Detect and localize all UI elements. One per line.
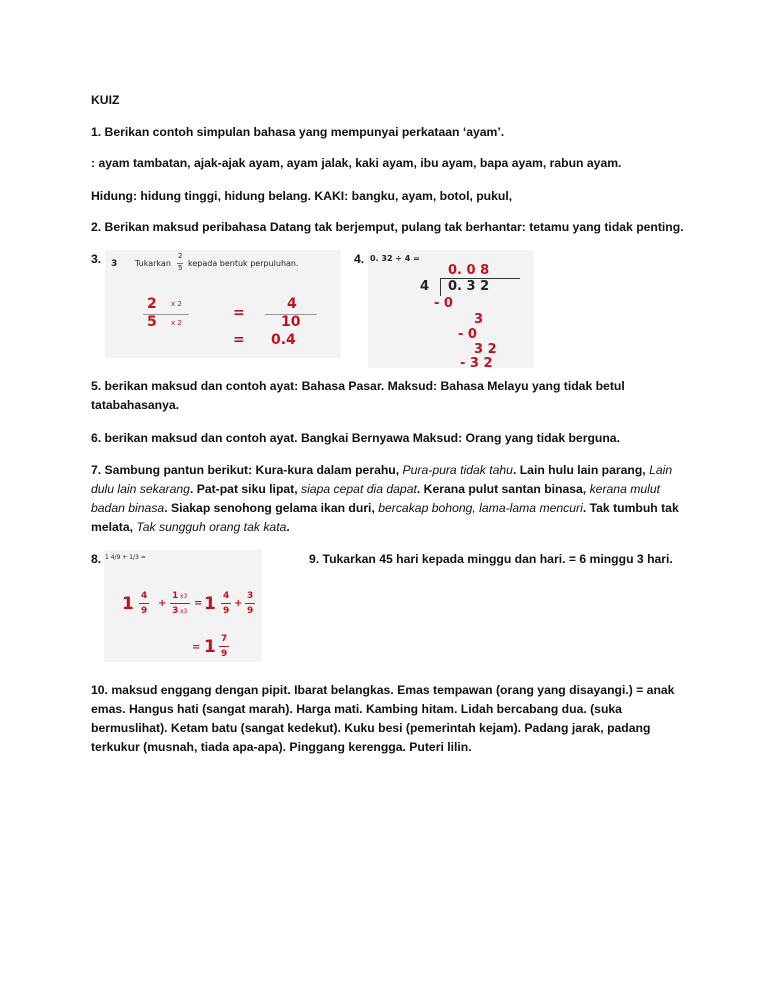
q7-text: . Pat-pat siku lipat, <box>189 482 301 496</box>
question-2: 2. Berikan maksud peribahasa Datang tak berjemput, pulang tak berhantar: tetamu yang tidak penting. <box>91 220 684 234</box>
fig8-expr: 1 4/9 + 1/3 = <box>105 554 146 561</box>
question-10-line2: emas. Hangus hati (sangat marah). Harga mati. Kambing hitam. Lidah bercabang dua. (suka <box>91 702 622 716</box>
question-7-line3 <box>91 501 679 515</box>
fig4-expr: 0. 32 ÷ 4 = <box>370 254 420 263</box>
fig8-w3: 1 <box>204 637 216 657</box>
fig8-eq: = <box>194 598 203 609</box>
question-7-line4 <box>91 520 290 534</box>
question-6 <box>91 431 620 445</box>
fig4-quotient: 0. 0 8 <box>448 263 490 278</box>
fig4-sub3: - 3 2 <box>460 356 493 371</box>
fig3-eq2: = <box>233 332 245 348</box>
question-3-figure <box>105 250 341 358</box>
fig3-n2: 4 <box>287 296 297 312</box>
fig8-d3: 9 <box>223 606 230 616</box>
fig8-m2: x3 <box>180 608 188 615</box>
fig8-bar5 <box>219 646 229 647</box>
fig3-frac-num: 2 <box>178 252 183 260</box>
answer-1-extra: Hidung: hidung tinggi, hidung belang. KAKI: bangku, ayam, botol, pukul, <box>91 189 513 203</box>
question-1: 1. Berikan contoh simpulan bahasa yang mempunyai perkataan ‘ayam’. <box>91 125 505 139</box>
question-5-line2: tatabahasanya. <box>91 398 180 412</box>
fig8-eq2: = <box>192 642 201 653</box>
q7-text: . Lain hulu lain parang, <box>512 463 650 477</box>
q7-text: . Tak tumbuh tak <box>582 501 679 515</box>
question-8-figure <box>104 550 262 662</box>
fig4-sub1: - 0 <box>434 296 453 311</box>
q7-italic: kerana mulut <box>589 482 661 496</box>
fig8-bar2 <box>170 603 190 604</box>
fig8-d1: 9 <box>141 606 148 616</box>
fig8-m1: x3 <box>180 593 188 600</box>
q7-text: melata, <box>91 520 137 534</box>
question-7-line1 <box>91 463 672 477</box>
q7-italic: dulu lain sekarang <box>91 482 190 496</box>
question-5-line1: 5. berikan maksud dan contoh ayat: Bahasa Pasar. Maksud: Bahasa Melayu yang tidak betul <box>91 379 625 393</box>
fig8-d5: 9 <box>221 649 228 659</box>
question-6-lead: 6. berikan maksud dan contoh ayat. <box>91 431 301 445</box>
fig8-bar3 <box>221 603 231 604</box>
q7-italic: Lain <box>649 463 673 477</box>
question-6-rest: Bangkai Bernyawa Maksud: Orang yang tidak berguna. <box>300 431 620 445</box>
question-10-line1: 10. maksud enggang dengan pipit. Ibarat belangkas. Emas tempawan (orang yang disayangi.) = anak <box>91 683 675 697</box>
fig3-frac-den: 5 <box>178 264 183 272</box>
fig4-divisor: 4 <box>420 279 430 294</box>
answer-1: : ayam tambatan, ajak-ajak ayam, ayam jalak, kaki ayam, ibu ayam, bapa ayam, rabun ayam. <box>91 156 622 170</box>
fig8-bar4 <box>245 603 255 604</box>
question-3-number: 3. <box>91 252 102 266</box>
fig4-sub2: - 0 <box>458 327 477 342</box>
fig8-w2: 1 <box>204 594 216 614</box>
question-9: 9. Tukarkan 45 hari kepada minggu dan hari. = 6 minggu 3 hari. <box>309 552 673 566</box>
fig3-m1: x 2 <box>171 300 182 308</box>
fig8-plus2: + <box>234 598 243 609</box>
fig3-instr-a: Tukarkan <box>135 259 171 268</box>
q7-italic: bercakap bohong, lama-lama mencuri <box>378 501 583 515</box>
fig3-label: 3 <box>111 259 118 269</box>
question-4-figure <box>368 250 534 371</box>
q7-italic: siapa cepat dia dapat <box>301 482 417 496</box>
fig4-rem2: 3 2 <box>474 342 497 357</box>
question-7-line2 <box>91 482 660 496</box>
fig8-n4: 3 <box>247 591 254 601</box>
fig8-bar1 <box>139 603 149 604</box>
q7-text: . <box>286 520 290 534</box>
fig3-instr-b: kepada bentuk perpuluhan. <box>188 259 299 268</box>
q7-italic: badan binasa <box>91 501 165 515</box>
question-8-number: 8. <box>91 552 102 566</box>
fig8-n2: 1 <box>172 591 179 601</box>
q7-text: 7. Sambung pantun berikut: Kura-kura dalam perahu, <box>91 463 403 477</box>
question-10-line4: terkukur (musnah, tiada apa-apa). Pinggang kerengga. Puteri lilin. <box>91 740 472 754</box>
fig8-d4: 9 <box>247 606 254 616</box>
fig8-n5: 7 <box>221 634 228 644</box>
quiz-title: KUIZ <box>91 93 120 107</box>
q7-italic: Pura-pura tidak tahu <box>402 463 513 477</box>
fig4-dividend: 0. 3 2 <box>448 279 490 294</box>
fig3-result: 0.4 <box>271 332 296 348</box>
fig3-d1: 5 <box>147 314 157 330</box>
fig8-n1: 4 <box>141 591 148 601</box>
fig3-n1: 2 <box>147 296 157 312</box>
fig4-rem1: 3 <box>474 312 484 327</box>
q7-italic: Tak sungguh orang tak kata <box>136 520 287 534</box>
fig3-m2: x 2 <box>171 319 182 327</box>
fig8-plus: + <box>158 598 167 609</box>
fig8-w1: 1 <box>122 594 134 614</box>
q7-text: . Siakap senohong gelama ikan duri, <box>164 501 379 515</box>
fig4-bracket <box>440 278 441 296</box>
fig3-eq: = <box>233 305 245 321</box>
fig8-n3: 4 <box>223 591 230 601</box>
fig8-d2: 3 <box>172 606 179 616</box>
question-4-number: 4. <box>354 252 365 266</box>
question-10-line3: bermuslihat). Ketam batu (sangat kedekut). Kuku besi (pemerintah kejam). Padang jarak, padang <box>91 721 651 735</box>
q7-text: . Kerana pulut santan binasa, <box>416 482 590 496</box>
fig3-d2: 10 <box>281 314 301 330</box>
